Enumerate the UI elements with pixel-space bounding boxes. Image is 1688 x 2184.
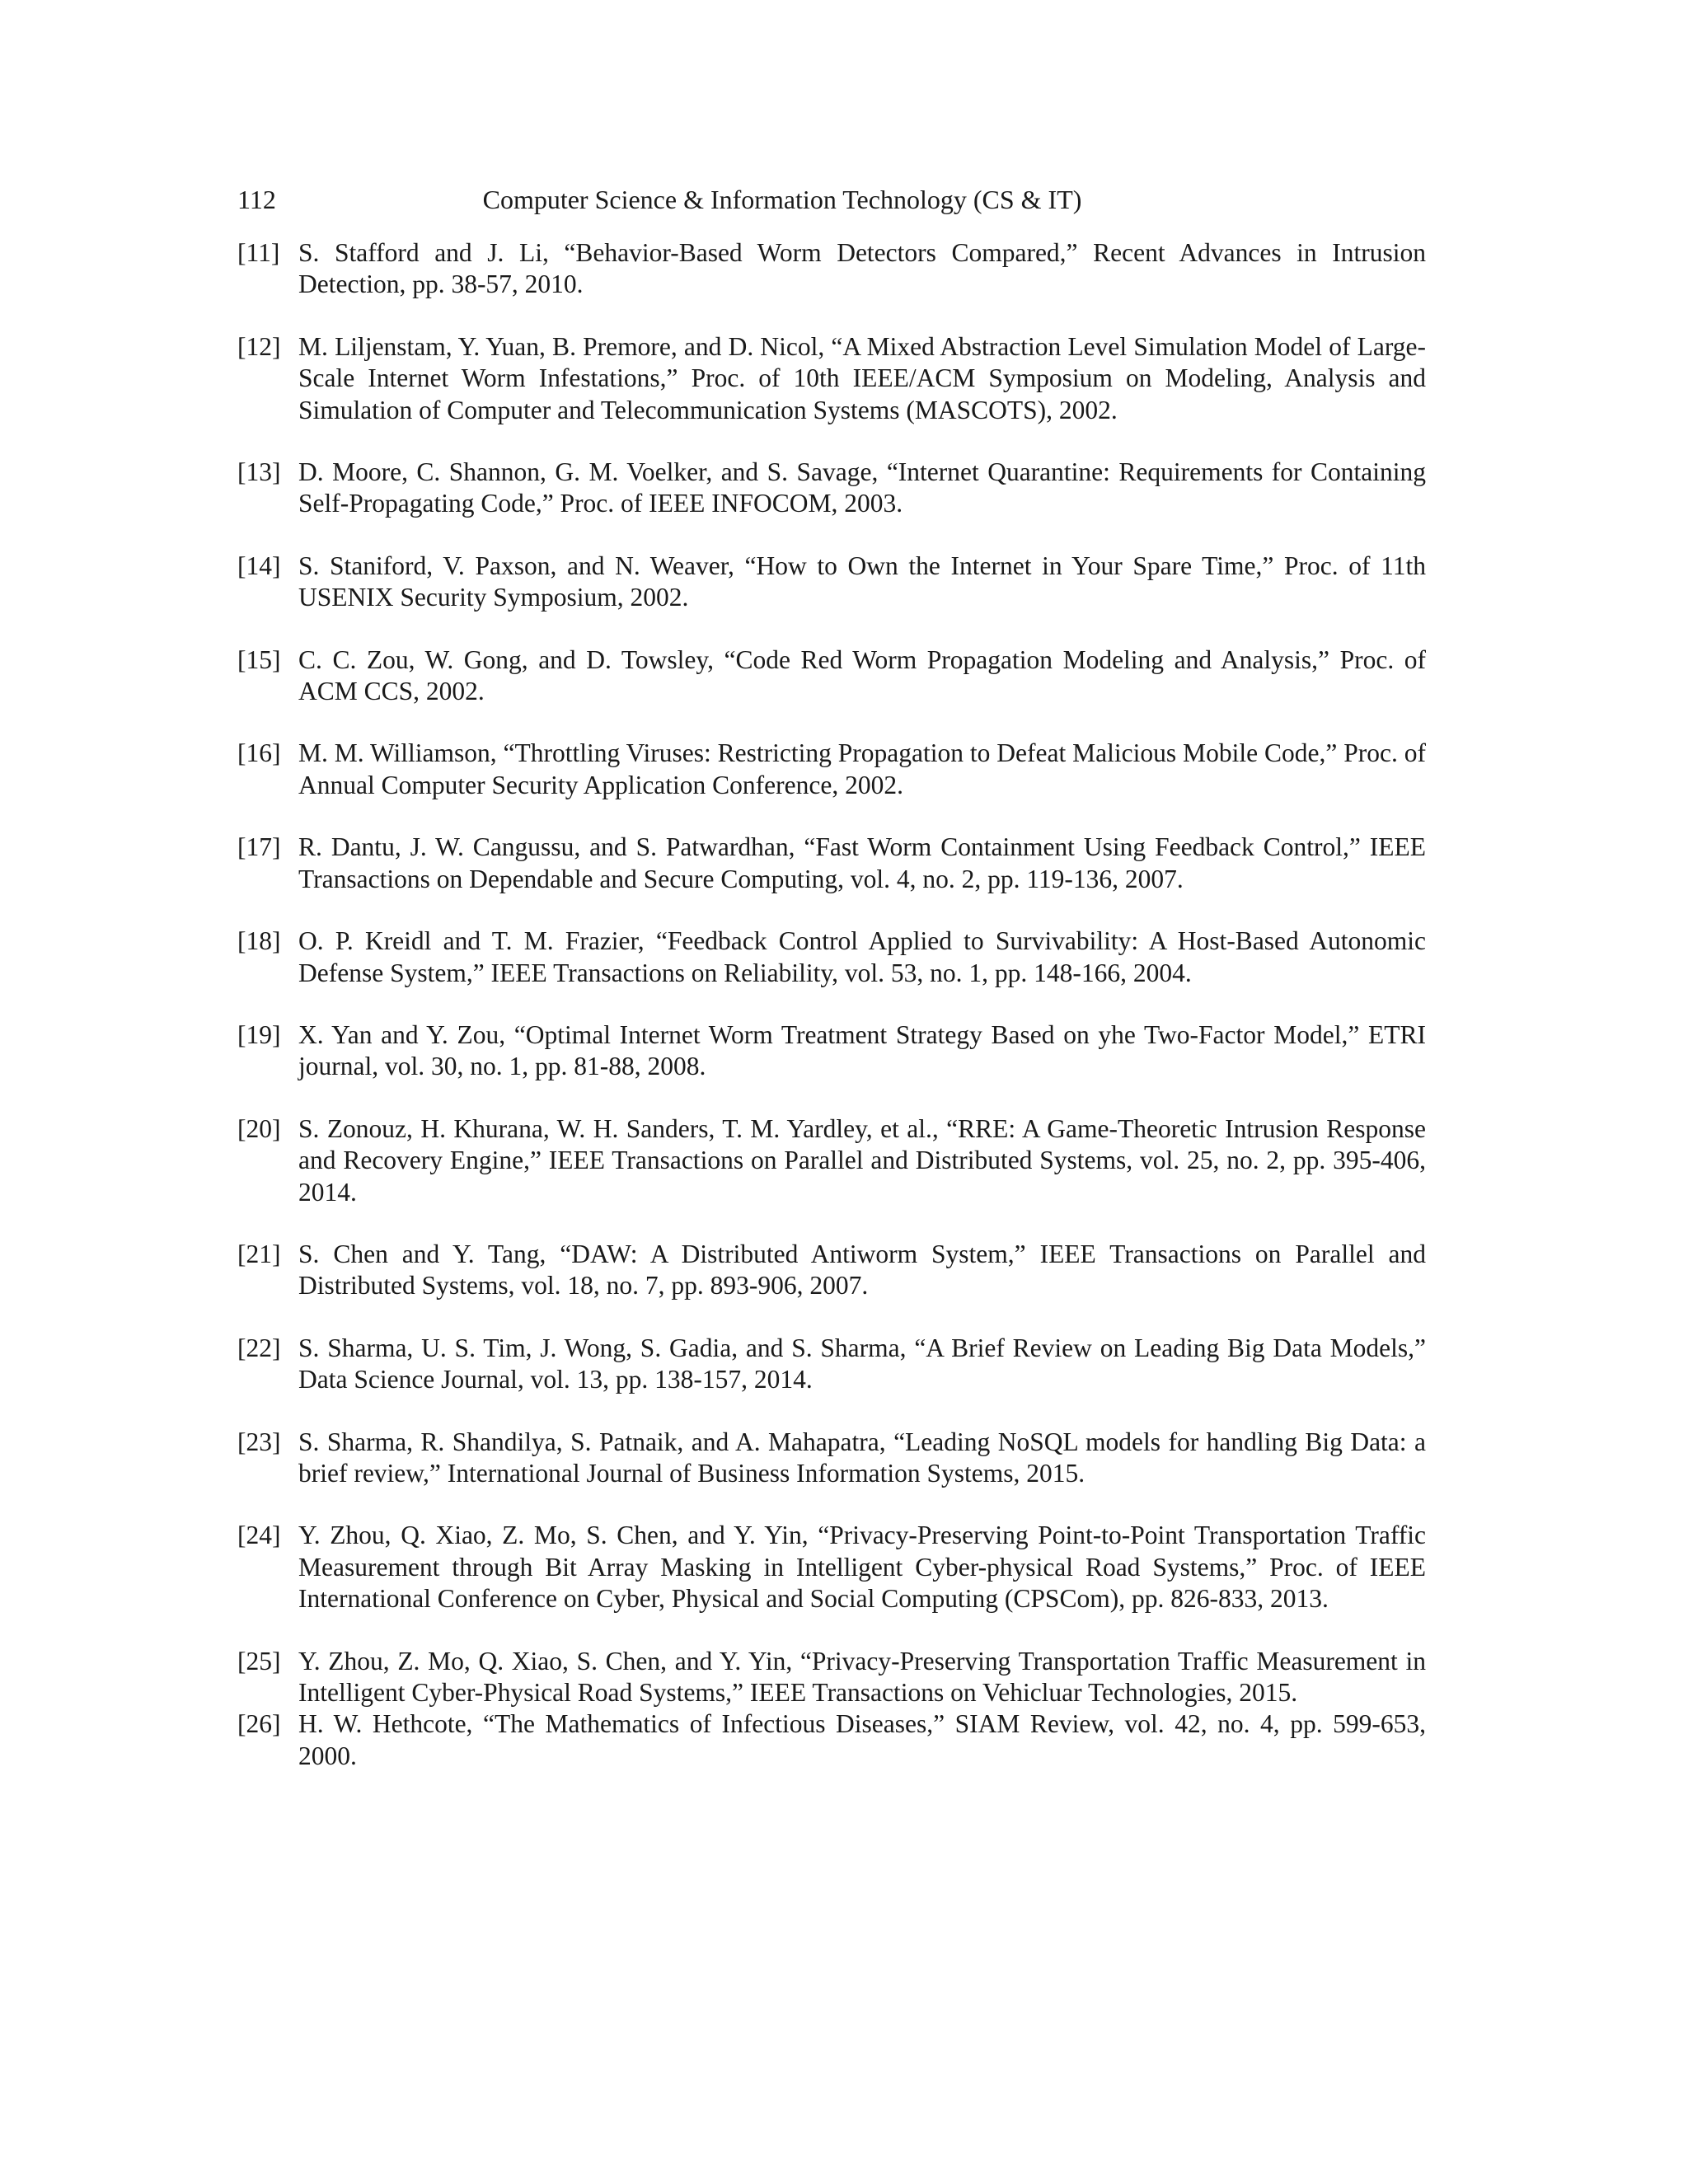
reference-number: [26] [237,1709,281,1739]
reference-item [237,1708,1426,1772]
reference-item [237,551,1426,614]
reference-number: [18] [237,926,281,956]
running-header [237,183,1426,216]
reference-list [237,237,1426,1802]
reference-text: S. Stafford and J. Li, “Behavior-Based Worm Detectors Compared,” Recent Advances in Intrusion Detection, pp. 38-57, 2010. [298,238,1426,299]
reference-text: M. Liljenstam, Y. Yuan, B. Premore, and D. Nicol, “A Mixed Abstraction Level Simulation Model of Large-Scale Internet Worm Infestations,” Proc. of 10th IEEE/ACM Symposium on Modeling, Analysis and Simulation of Computer and Telecommunication Systems (MASCOTS), 2002. [298,331,1426,424]
reference-text: O. P. Kreidl and T. M. Frazier, “Feedback Control Applied to Survivability: A Host-Based Autonomic Defense System,” IEEE Transactions on Reliability, vol. 53, no. 1, pp. 148-166, 2004. [298,926,1426,987]
reference-number: [20] [237,1113,281,1143]
reference-number: [24] [237,1521,281,1550]
reference-item [237,1019,1426,1083]
reference-number: [14] [237,551,281,580]
reference-item [237,1520,1426,1615]
reference-item [237,832,1426,895]
reference-item [237,926,1426,989]
page-number: 112 [237,185,276,214]
reference-number: [15] [237,644,281,674]
reference-text: M. M. Williamson, “Throttling Viruses: Restricting Propagation to Defeat Malicious Mobile Code,” Proc. of Annual Computer Security Application Conference, 2002. [298,738,1426,799]
reference-number: [13] [237,457,281,487]
reference-number: [11] [237,238,280,267]
journal-title: Computer Science & Information Technology (CS & IT) [482,185,1082,214]
reference-item [237,331,1426,426]
reference-text: X. Yan and Y. Zou, “Optimal Internet Worm Treatment Strategy Based on yhe Two-Factor Model,” ETRI journal, vol. 30, no. 1, pp. 81-88, 2008. [298,1019,1426,1081]
reference-text: S. Staniford, V. Paxson, and N. Weaver, “How to Own the Internet in Your Spare Time,” Proc. of 11th USENIX Security Symposium, 2002. [298,551,1426,612]
reference-item [237,237,1426,301]
reference-text: S. Sharma, U. S. Tim, J. Wong, S. Gadia, and S. Sharma, “A Brief Review on Leading Big Data Models,” Data Science Journal, vol. 13, pp. 138-157, 2014. [298,1333,1426,1394]
reference-number: [12] [237,331,281,361]
reference-text: S. Sharma, R. Shandilya, S. Patnaik, and A. Mahapatra, “Leading NoSQL models for handling Big Data: a brief review,” International Journal of Business Information Systems, 2015. [298,1427,1426,1488]
reference-number: [22] [237,1333,281,1362]
reference-item [237,457,1426,520]
reference-text: R. Dantu, J. W. Cangussu, and S. Patwardhan, “Fast Worm Containment Using Feedback Control,” IEEE Transactions on Dependable and Secure Computing, vol. 4, no. 2, pp. 119-136, 2007. [298,832,1426,893]
reference-item [237,1239,1426,1302]
reference-text: C. C. Zou, W. Gong, and D. Towsley, “Code Red Worm Propagation Modeling and Analysis,” Proc. of ACM CCS, 2002. [298,644,1426,706]
reference-number: [21] [237,1239,281,1268]
reference-item [237,1427,1426,1490]
reference-item [237,1113,1426,1208]
reference-number: [17] [237,832,281,862]
reference-number: [19] [237,1019,281,1049]
reference-number: [23] [237,1427,281,1456]
reference-number: [16] [237,738,281,768]
reference-item [237,1333,1426,1396]
reference-item [237,738,1426,801]
reference-text: Y. Zhou, Q. Xiao, Z. Mo, S. Chen, and Y. Yin, “Privacy-Preserving Point-to-Point Transportation Traffic Measurement through Bit Array Masking in Intelligent Cyber-physical Road Systems,” Proc. of IEEE International Conference on Cyber, Physical and Social Computing (CPSCom), pp. 826-833, 2013. [298,1521,1426,1614]
reference-text: H. W. Hethcote, “The Mathematics of Infectious Diseases,” SIAM Review, vol. 42, no. 4, pp. 599-653, 2000. [298,1709,1426,1770]
reference-text: S. Zonouz, H. Khurana, W. H. Sanders, T. M. Yardley, et al., “RRE: A Game-Theoretic Intrusion Response and Recovery Engine,” IEEE Transactions on Parallel and Distributed Systems, vol. 25, no. 2, pp. 395-406, 2014. [298,1113,1426,1207]
reference-text: D. Moore, C. Shannon, G. M. Voelker, and S. Savage, “Internet Quarantine: Requirements for Containing Self-Propagating Code,” Proc. of IEEE INFOCOM, 2003. [298,457,1426,518]
reference-item [237,1646,1426,1709]
reference-item [237,644,1426,708]
reference-number: [25] [237,1646,281,1675]
reference-text: Y. Zhou, Z. Mo, Q. Xiao, S. Chen, and Y. Yin, “Privacy-Preserving Transportation Traffic Measurement in Intelligent Cyber-Physical Road Systems,” IEEE Transactions on Vehicluar Technologies, 2015. [298,1646,1426,1707]
reference-text: S. Chen and Y. Tang, “DAW: A Distributed Antiworm System,” IEEE Transactions on Parallel and Distributed Systems, vol. 18, no. 7, pp. 893-906, 2007. [298,1239,1426,1301]
